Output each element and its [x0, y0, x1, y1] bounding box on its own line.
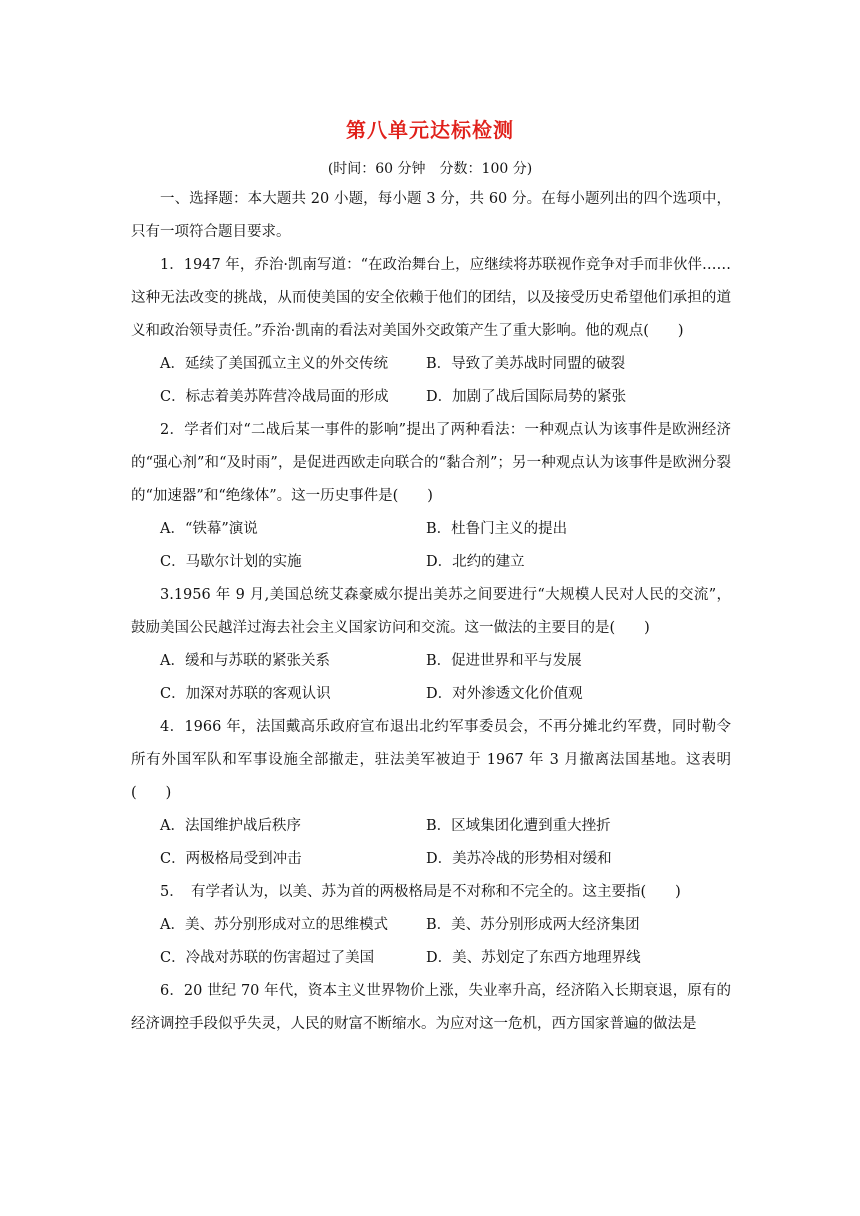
- question: [131, 249, 731, 414]
- option-d: D．加剧了战后国际局势的紧张: [426, 389, 627, 405]
- question-stem: 1．1947 年，乔治·凯南写道：“在政治舞台上，应继续将苏联视作竞争对手而非伙伴……这种无法改变的挑战，从而使美国的安全依赖于他们的团结，以及接受历史希望他们承担的道义和政治领导责任。”乔治·凯南的看法对美国外交政策产生了重大影响。他的观点( ): [131, 257, 731, 339]
- question: [131, 711, 731, 876]
- option-c: C．两极格局受到冲击: [160, 851, 302, 867]
- options-row: [131, 678, 731, 711]
- option-c: C．冷战对苏联的伤害超过了美国: [160, 950, 375, 966]
- option-b: B．促进世界和平与发展: [426, 653, 582, 669]
- option-a: A．延续了美国孤立主义的外交传统: [160, 356, 388, 372]
- options-row: [131, 645, 731, 678]
- question-stem: 5． 有学者认为，以美、苏为首的两极格局是不对称和不完全的。这主要指( ): [160, 884, 681, 900]
- question: [131, 975, 731, 1041]
- option-c: C．马歇尔计划的实施: [160, 554, 302, 570]
- options-row: [131, 810, 731, 843]
- question-stem: 6．20 世纪 70 年代，资本主义世界物价上涨，失业率升高，经济陷入长期衰退，原有的经济调控手段似乎失灵，人民的财富不断缩水。为应对这一危机，西方国家普遍的做法是: [131, 983, 731, 1032]
- option-d: D．美苏冷战的形势相对缓和: [426, 851, 612, 867]
- question-stem: 2．学者们对“二战后某一事件的影响”提出了两种看法：一种观点认为该事件是欧洲经济的“强心剂”和“及时雨”，是促进西欧走向联合的“黏合剂”；另一种观点认为该事件是欧洲分裂的“加速器”和“绝缘体”。这一历史事件是( ): [131, 422, 731, 504]
- option-a: A．“铁幕”演说: [160, 521, 258, 537]
- option-b: B．区域集团化遭到重大挫折: [426, 818, 611, 834]
- option-c: C．标志着美苏阵营冷战局面的形成: [160, 389, 389, 405]
- option-d: D．美、苏划定了东西方地理界线: [426, 950, 641, 966]
- options-row: [131, 348, 731, 381]
- options-row: [131, 843, 731, 876]
- options-row: [131, 546, 731, 579]
- page-title: 第八单元达标检测: [346, 118, 514, 142]
- option-a: A．缓和与苏联的紧张关系: [160, 653, 330, 669]
- options-row: [131, 942, 731, 975]
- question-stem: 3.1956 年 9 月,美国总统艾森豪威尔提出美苏之间要进行“大规模人民对人民的交流”，鼓励美国公民越洋过海去社会主义国家访问和交流。这一做法的主要目的是( ): [131, 587, 731, 636]
- options-row: [131, 513, 731, 546]
- question: [131, 414, 731, 579]
- option-b: B．导致了美苏战时同盟的破裂: [426, 356, 626, 372]
- question: [131, 876, 731, 975]
- options-row: [131, 909, 731, 942]
- option-d: D．对外渗透文化价值观: [426, 686, 583, 702]
- option-b: B．杜鲁门主义的提出: [426, 521, 568, 537]
- section-intro: 一、选择题：本大题共 20 小题，每小题 3 分，共 60 分。在每小题列出的四个选项中，只有一项符合题目要求。: [131, 191, 731, 240]
- question: [131, 579, 731, 711]
- exam-info: (时间：60 分钟 分数：100 分): [327, 161, 533, 177]
- option-b: B．美、苏分别形成两大经济集团: [426, 917, 640, 933]
- option-a: A．美、苏分别形成对立的思维模式: [160, 917, 388, 933]
- option-d: D．北约的建立: [426, 554, 525, 570]
- document-body: [131, 183, 731, 1041]
- question-stem: 4．1966 年，法国戴高乐政府宣布退出北约军事委员会，不再分摊北约军费，同时勒令所有外国军队和军事设施全部撤走，驻法美军被迫于 1967 年 3 月撤离法国基地。这表明( ): [131, 719, 731, 801]
- option-c: C．加深对苏联的客观认识: [160, 686, 331, 702]
- options-row: [131, 381, 731, 414]
- option-a: A．法国维护战后秩序: [160, 818, 301, 834]
